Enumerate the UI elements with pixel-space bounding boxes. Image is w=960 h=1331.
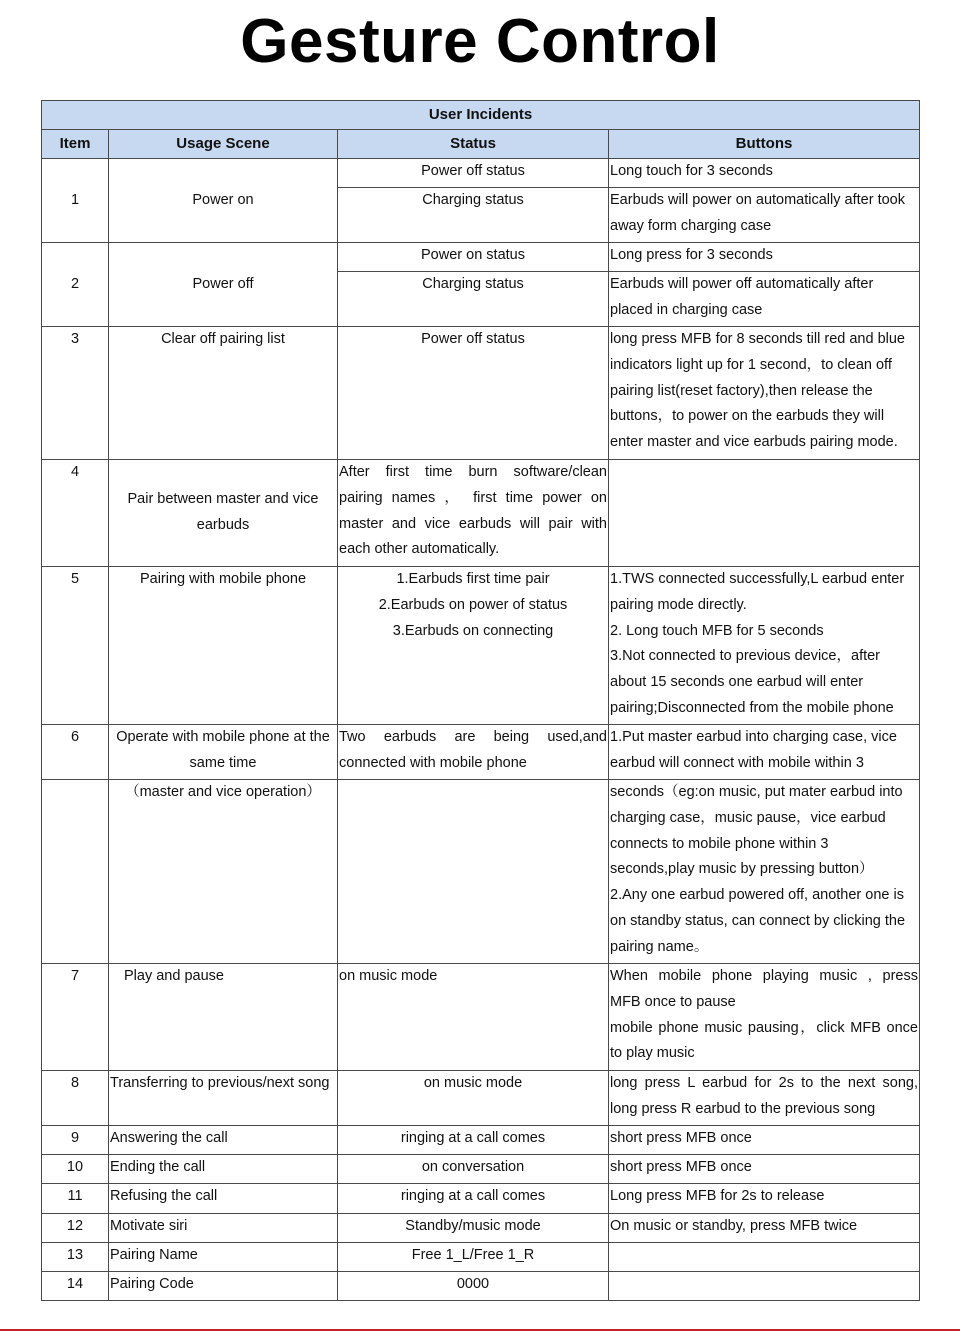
page-title: Gesture Control	[240, 7, 720, 76]
scene-cell: Transferring to previous/next song	[109, 1071, 338, 1126]
item-cell: 2	[42, 243, 109, 327]
buttons-cell: Long press MFB for 2s to release	[609, 1184, 920, 1214]
cell-line: charging case，music pause，vice earbud	[610, 809, 886, 826]
gesture-control-table	[41, 100, 920, 1301]
cell-line: connected with mobile phone	[339, 754, 527, 771]
buttons-cell	[609, 964, 920, 1071]
buttons-cell	[609, 567, 920, 725]
status-cell	[338, 780, 609, 964]
cell-line: Earbuds will power on automatically after took	[610, 192, 905, 208]
cell-line: master and vice earbuds will pair with	[339, 515, 607, 532]
scene-cell: Motivate siri	[109, 1214, 338, 1243]
item-cell: 14	[42, 1272, 109, 1301]
status-cell	[338, 460, 609, 567]
status-cell: Charging status	[338, 272, 609, 327]
cell-line: Two earbuds are being used,and	[339, 729, 607, 745]
status-cell: on music mode	[338, 1071, 609, 1126]
item-cell: 5	[42, 567, 109, 725]
status-cell	[338, 725, 609, 780]
table-row	[42, 725, 920, 780]
table-row	[42, 1126, 920, 1155]
header-usage-scene: Usage Scene	[109, 130, 338, 159]
table-header-row	[42, 130, 920, 159]
cell-line: 3.Earbuds on connecting	[392, 622, 554, 639]
status-cell: Power off status	[338, 327, 609, 460]
cell-line: indicators light up for 1 second，to clean off	[610, 356, 892, 373]
scene-cell: Power on	[109, 159, 338, 243]
cell-line: seconds,play music by pressing button）	[610, 861, 874, 878]
table-row	[42, 1071, 920, 1126]
cell-line: 2.Earbuds on power of status	[378, 596, 568, 613]
item-cell: 3	[42, 327, 109, 460]
cell-line: mobile phone music pausing，click MFB once	[610, 1019, 918, 1036]
table-row	[42, 460, 920, 567]
scene-cell: Play and pause	[109, 964, 338, 1071]
cell-line: on standby status, can connect by clicking the	[610, 912, 906, 929]
status-cell: ringing at a call comes	[338, 1184, 609, 1214]
cell-line: 3.Not connected to previous device，after	[610, 648, 881, 665]
buttons-cell	[609, 725, 920, 780]
cell-line: 2. Long touch MFB for 5 seconds	[610, 622, 824, 639]
item-cell: 4	[42, 460, 109, 567]
item-cell: 11	[42, 1184, 109, 1214]
cell-line: Operate with mobile phone at the	[116, 729, 330, 745]
table-row	[42, 1272, 920, 1301]
cell-line: earbud will connect with mobile within 3	[610, 754, 864, 771]
cell-line: 1.Put master earbud into charging case, vice	[610, 729, 897, 745]
table-row	[42, 159, 920, 188]
cell-line: enter master and vice earbuds pairing mode.	[610, 434, 898, 451]
cell-line: same time	[189, 754, 257, 771]
item-cell: 8	[42, 1071, 109, 1126]
cell-line: connects to mobile phone within 3	[610, 835, 829, 852]
table-row	[42, 964, 920, 1071]
table-caption: User Incidents	[42, 101, 920, 130]
item-cell: 7	[42, 964, 109, 1071]
scene-cell: Refusing the call	[109, 1184, 338, 1214]
table-row	[42, 780, 920, 964]
scene-cell	[109, 725, 338, 780]
table-row	[42, 327, 920, 460]
cell-line: buttons，to power on the earbuds they will	[610, 408, 885, 425]
buttons-cell: short press MFB once	[609, 1155, 920, 1184]
buttons-cell	[609, 327, 920, 460]
buttons-cell: On music or standby, press MFB twice	[609, 1214, 920, 1243]
table-row	[42, 1155, 920, 1184]
cell-line: long press L earbud for 2s to the next song,	[610, 1075, 918, 1091]
item-cell: 12	[42, 1214, 109, 1243]
cell-line: placed in charging case	[610, 301, 763, 318]
cell-line: earbuds	[196, 517, 250, 533]
status-cell: on conversation	[338, 1155, 609, 1184]
cell-line: each other automatically.	[339, 541, 500, 558]
buttons-cell	[609, 780, 920, 964]
item-cell	[42, 780, 109, 964]
cell-line: pairing mode directly.	[610, 596, 747, 613]
cell-line: MFB once to pause	[610, 993, 736, 1010]
buttons-cell: Long press for 3 seconds	[609, 243, 920, 272]
status-cell	[338, 567, 609, 725]
cell-line: When mobile phone playing music , press	[610, 968, 918, 984]
item-cell: 6	[42, 725, 109, 780]
table-row	[42, 1184, 920, 1214]
table-row	[42, 1243, 920, 1272]
buttons-cell	[609, 1071, 920, 1126]
buttons-cell	[609, 272, 920, 327]
cell-line: long press R earbud to the previous song	[610, 1100, 876, 1117]
cell-line: seconds（eg:on music, put mater earbud into	[610, 784, 903, 800]
cell-line: about 15 seconds one earbud will enter	[610, 674, 864, 691]
status-cell: Power off status	[338, 159, 609, 188]
item-cell: 13	[42, 1243, 109, 1272]
header-status: Status	[338, 130, 609, 159]
buttons-cell	[609, 188, 920, 243]
cell-line: pairing list(reset factory),then release the	[610, 382, 873, 399]
cell-line: away form charging case	[610, 217, 772, 234]
scene-cell: Pairing Name	[109, 1243, 338, 1272]
cell-line: pairing name。	[610, 938, 709, 955]
cell-line: 1.Earbuds first time pair	[396, 571, 550, 587]
status-cell: ringing at a call comes	[338, 1126, 609, 1155]
scene-cell: Pairing Code	[109, 1272, 338, 1301]
scene-cell: Ending the call	[109, 1155, 338, 1184]
buttons-cell	[609, 1272, 920, 1301]
scene-cell: Pairing with mobile phone	[109, 567, 338, 725]
header-item: Item	[42, 130, 109, 159]
cell-line: to play music	[610, 1045, 695, 1062]
table-row	[42, 1214, 920, 1243]
buttons-cell	[609, 1243, 920, 1272]
item-cell: 9	[42, 1126, 109, 1155]
status-cell: 0000	[338, 1272, 609, 1301]
cell-line: After first time burn software/clean	[339, 464, 607, 480]
table-row	[42, 243, 920, 272]
cell-line: long press MFB for 8 seconds till red and blue	[610, 331, 905, 347]
scene-cell: Power off	[109, 243, 338, 327]
status-cell: Power on status	[338, 243, 609, 272]
status-cell: Free 1_L/Free 1_R	[338, 1243, 609, 1272]
status-cell: Standby/music mode	[338, 1214, 609, 1243]
table-row	[42, 567, 920, 725]
cell-line: 1.TWS connected successfully,L earbud enter	[610, 571, 905, 587]
buttons-cell: Long touch for 3 seconds	[609, 159, 920, 188]
scene-cell: Answering the call	[109, 1126, 338, 1155]
cell-line: Pair between master and vice	[127, 491, 319, 508]
item-cell: 10	[42, 1155, 109, 1184]
item-cell: 1	[42, 159, 109, 243]
status-cell: on music mode	[338, 964, 609, 1071]
cell-line: 2.Any one earbud powered off, another one is	[610, 887, 904, 904]
table-caption-row	[42, 101, 920, 130]
scene-cell: （master and vice operation）	[109, 780, 338, 964]
buttons-cell	[609, 460, 920, 567]
header-buttons: Buttons	[609, 130, 920, 159]
cell-line: pairing names ， first time power on	[339, 489, 607, 506]
scene-cell: Clear off pairing list	[109, 327, 338, 460]
status-cell: Charging status	[338, 188, 609, 243]
scene-cell	[109, 460, 338, 567]
cell-line: Earbuds will power off automatically after	[610, 276, 874, 292]
cell-line: pairing;Disconnected from the mobile phone	[610, 699, 894, 716]
buttons-cell: short press MFB once	[609, 1126, 920, 1155]
